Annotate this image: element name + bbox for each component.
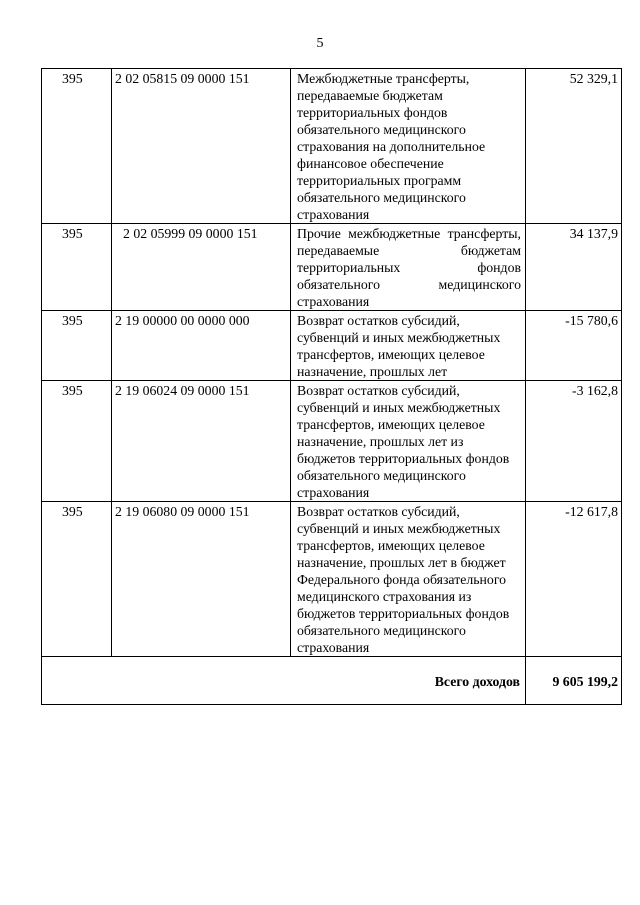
total-label-cell [42,657,526,705]
total-amount-cell [526,657,622,705]
amount-cell [526,224,622,311]
description: Межбюджетные трансферты, передаваемые бюджетам территориальных фондов обязательного медицинского страхования на дополнительное финансовое обеспечение территориальных программ обязательного медицинского страхования [297,71,486,222]
kbk-cell [112,311,291,381]
kbk-cell [112,69,291,224]
table-row [42,381,622,502]
description-cell [291,381,526,502]
page-number: 5 [316,36,324,51]
amount: -12 617,8 [565,504,618,519]
table-row [42,69,622,224]
table-row [42,311,622,381]
total-label: Всего доходов [434,673,520,689]
amount: 34 137,9 [569,226,618,241]
table-row [42,224,622,311]
admin-code-cell [42,224,112,311]
kbk-code: 2 02 05815 09 0000 151 [115,71,250,86]
total-row [42,657,622,705]
kbk-cell [112,381,291,502]
admin-code: 395 [62,226,83,241]
description-cell [291,311,526,381]
amount-cell [526,502,622,657]
amount: 52 329,1 [569,71,618,86]
amount-cell [526,311,622,381]
revenue-table [41,68,622,705]
description: Возврат остатков субсидий, субвенций и иных межбюджетных трансфертов, имеющих целевое назначение, прошлых лет [297,313,501,379]
table-row [42,502,622,657]
admin-code: 395 [62,71,83,86]
kbk-code: 2 02 05999 09 0000 151 [123,226,258,241]
total-amount: 9 605 199,2 [552,673,618,689]
description: Прочие межбюджетные трансферты, передаваемые бюджетам территориальных фондов обязательного медицинского страхования [297,226,521,309]
admin-code: 395 [62,383,83,398]
admin-code-cell [42,502,112,657]
description-cell [291,224,526,311]
description: Возврат остатков субсидий, субвенций и иных межбюджетных трансфертов, имеющих целевое назначение, прошлых лет из бюджетов территориальных фондов обязательного медицинского страхования [297,383,510,500]
admin-code-cell [42,381,112,502]
admin-code: 395 [62,313,83,328]
amount-cell [526,69,622,224]
kbk-cell [112,224,291,311]
amount: -15 780,6 [565,313,618,328]
amount: -3 162,8 [572,383,618,398]
kbk-cell [112,502,291,657]
description-cell [291,502,526,657]
description-cell [291,69,526,224]
description: Возврат остатков субсидий, субвенций и иных межбюджетных трансфертов, имеющих целевое назначение, прошлых лет в бюджет Федерального фонда обязательного медицинского страхования из бюджетов территориальных фондов обязательного медицинского страхования [297,504,510,655]
admin-code: 395 [62,504,83,519]
kbk-code: 2 19 00000 00 0000 000 [115,313,250,328]
kbk-code: 2 19 06024 09 0000 151 [115,383,250,398]
admin-code-cell [42,69,112,224]
amount-cell [526,381,622,502]
kbk-code: 2 19 06080 09 0000 151 [115,504,250,519]
admin-code-cell [42,311,112,381]
